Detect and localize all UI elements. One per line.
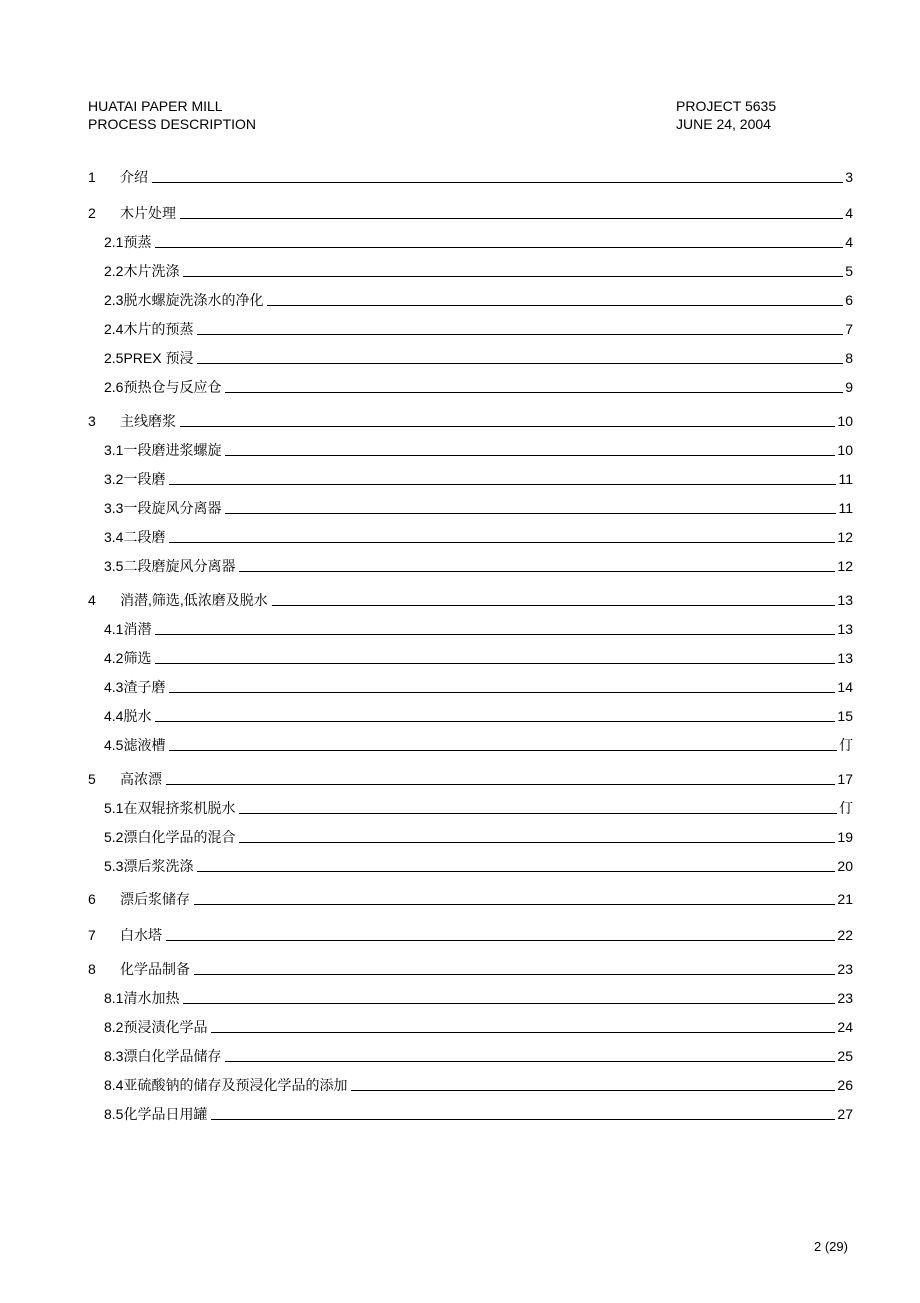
- toc-entry-title: 脱水: [123, 708, 152, 724]
- toc-entry[interactable]: [88, 925, 853, 945]
- toc-entry-number: 4.4: [104, 708, 124, 724]
- toc-leader-line: [155, 247, 843, 248]
- toc-entry-title: 在双辊挤浆机脱水: [123, 800, 236, 816]
- toc-entry-page: 26: [837, 1077, 853, 1093]
- toc-leader-line: [197, 334, 843, 335]
- toc-entry-title: 一段磨: [123, 471, 166, 487]
- toc-entry[interactable]: [88, 203, 853, 223]
- toc-entry-page: 9: [845, 379, 853, 395]
- toc-leader-line: [166, 784, 835, 785]
- toc-entry-title: 白水塔: [120, 927, 162, 943]
- mill-name: HUATAI PAPER MILL: [88, 98, 223, 114]
- toc-entry-page: 17: [837, 771, 853, 787]
- toc-entry-number: 8.2: [104, 1019, 124, 1035]
- toc-entry-number: 3.3: [104, 500, 124, 516]
- toc-entry-title: 化学品日用罐: [123, 1106, 208, 1122]
- toc-entry[interactable]: [88, 590, 853, 610]
- toc-entry-title: 预浸渍化学品: [123, 1019, 208, 1035]
- toc-entry[interactable]: [104, 377, 853, 397]
- toc-leader-line: [155, 721, 835, 722]
- toc-leader-line: [183, 1003, 835, 1004]
- toc-entry-number: 4.5: [104, 737, 124, 753]
- toc-entry-page: 24: [837, 1019, 853, 1035]
- toc-entry-page: 22: [837, 927, 853, 943]
- toc-entry-page: 13: [837, 621, 853, 637]
- toc-leader-line: [194, 904, 835, 905]
- toc-leader-line: [225, 513, 836, 514]
- toc-entry[interactable]: [104, 648, 853, 668]
- toc-entry[interactable]: [104, 1104, 853, 1124]
- toc-leader-line: [272, 605, 836, 606]
- toc-entry[interactable]: [88, 167, 853, 187]
- toc-entry-number: 3.5: [104, 558, 124, 574]
- toc-entry-number: 3: [88, 413, 96, 429]
- toc-entry[interactable]: [104, 1075, 853, 1095]
- toc-entry-page: 21: [837, 891, 853, 907]
- toc-entry-page: 11: [838, 471, 853, 487]
- toc-entry-page: 3: [845, 169, 853, 185]
- toc-entry-page: 10: [837, 442, 853, 458]
- toc-leader-line: [169, 692, 835, 693]
- toc-entry[interactable]: [104, 556, 853, 576]
- project-number: PROJECT 5635: [676, 98, 777, 114]
- toc-leader-line: [211, 1032, 835, 1033]
- toc-entry-page: 13: [837, 592, 853, 608]
- toc-leader-line: [211, 1119, 835, 1120]
- toc-entry[interactable]: [104, 348, 853, 368]
- toc-leader-line: [183, 276, 843, 277]
- toc-entry[interactable]: [88, 889, 853, 909]
- toc-entry-page: 8: [845, 350, 853, 366]
- toc-leader-line: [169, 542, 835, 543]
- toc-leader-line: [155, 634, 835, 635]
- toc-entry-title: PREX 预浸: [123, 350, 194, 366]
- toc-entry-number: 6: [88, 891, 96, 907]
- toc-leader-line: [239, 842, 835, 843]
- toc-entry-title: 脱水螺旋洗涤水的净化: [123, 292, 264, 308]
- toc-leader-line: [225, 455, 835, 456]
- toc-entry-title: 筛选: [123, 650, 152, 666]
- toc-entry-number: 2.3: [104, 292, 124, 308]
- toc-entry[interactable]: [104, 261, 853, 281]
- toc-entry-page: 5: [845, 263, 853, 279]
- toc-entry-page: 15: [837, 708, 853, 724]
- toc-entry[interactable]: [104, 469, 853, 489]
- toc-entry[interactable]: [104, 1046, 853, 1066]
- toc-entry-number: 3.2: [104, 471, 124, 487]
- toc-leader-line: [155, 663, 835, 664]
- toc-entry[interactable]: [104, 498, 853, 518]
- toc-leader-line: [152, 182, 843, 183]
- toc-leader-line: [197, 871, 835, 872]
- toc-entry-title: 漂后浆洗涤: [123, 858, 194, 874]
- toc-entry-title: 预热仓与反应仓: [123, 379, 222, 395]
- toc-entry-title: 木片的预蒸: [123, 321, 194, 337]
- toc-entry-page: 仃: [839, 800, 853, 816]
- toc-entry-page: 12: [837, 529, 853, 545]
- toc-entry-title: 清水加热: [123, 990, 180, 1006]
- toc-entry[interactable]: [104, 706, 853, 726]
- toc-leader-line: [194, 974, 835, 975]
- toc-entry-number: 5.2: [104, 829, 124, 845]
- toc-entry-title: 介绍: [120, 169, 148, 185]
- toc-leader-line: [267, 305, 843, 306]
- toc-entry-page: 19: [837, 829, 853, 845]
- toc-entry-page: 27: [837, 1106, 853, 1122]
- toc-leader-line: [166, 940, 835, 941]
- toc-entry-page: 11: [838, 500, 853, 516]
- toc-leader-line: [180, 426, 835, 427]
- toc-entry-page: 12: [837, 558, 853, 574]
- toc-entry-number: 4.3: [104, 679, 124, 695]
- toc-entry[interactable]: [104, 735, 853, 755]
- toc-leader-line: [169, 750, 837, 751]
- toc-entry-title: 高浓漂: [120, 771, 162, 787]
- page-number: 2 (29): [814, 1239, 848, 1254]
- toc-entry-title: 滤液槽: [123, 737, 166, 753]
- toc-entry-title: 二段磨旋风分离器: [123, 558, 236, 574]
- toc-entry-number: 2.2: [104, 263, 124, 279]
- toc-entry-title: 主线磨浆: [120, 413, 176, 429]
- toc-entry-number: 2.5: [104, 350, 124, 366]
- toc-entry-title: 漂白化学品储存: [123, 1048, 222, 1064]
- toc-entry-number: 8: [88, 961, 96, 977]
- toc-entry-title: 一段磨进浆螺旋: [123, 442, 222, 458]
- toc-entry-number: 8.4: [104, 1077, 124, 1093]
- toc-leader-line: [351, 1090, 835, 1091]
- toc-entry-page: 仃: [839, 737, 853, 753]
- toc-leader-line: [180, 218, 843, 219]
- toc-entry-number: 8.3: [104, 1048, 124, 1064]
- toc-leader-line: [225, 1061, 835, 1062]
- toc-entry-page: 7: [845, 321, 853, 337]
- toc-entry-page: 4: [845, 234, 853, 250]
- toc-entry-number: 3.4: [104, 529, 124, 545]
- toc-entry-number: 8.1: [104, 990, 124, 1006]
- toc-entry-page: 25: [837, 1048, 853, 1064]
- toc-entry[interactable]: [104, 988, 853, 1008]
- toc-entry-title: 木片处理: [120, 205, 176, 221]
- toc-entry-page: 10: [837, 413, 853, 429]
- toc-entry-page: 23: [837, 990, 853, 1006]
- toc-entry[interactable]: [104, 1017, 853, 1037]
- toc-entry-number: 4.2: [104, 650, 124, 666]
- header-right: [676, 97, 776, 133]
- toc-entry[interactable]: [104, 440, 853, 460]
- toc-entry-title: 消潜: [123, 621, 152, 637]
- toc-entry-title: 漂后浆储存: [120, 891, 190, 907]
- toc-entry[interactable]: [88, 411, 853, 431]
- toc-entry[interactable]: [88, 959, 853, 979]
- toc-entry-title: 亚硫酸钠的储存及预浸化学品的添加: [123, 1077, 348, 1093]
- toc-entry-title: 消潜,筛选,低浓磨及脱水: [120, 592, 268, 608]
- toc-entry[interactable]: [104, 798, 853, 818]
- toc-entry-number: 2.6: [104, 379, 124, 395]
- toc-entry-number: 5.3: [104, 858, 124, 874]
- toc-entry-number: 2.1: [104, 234, 124, 250]
- toc-entry[interactable]: [104, 290, 853, 310]
- toc-entry-page: 4: [845, 205, 853, 221]
- toc-entry-title: 预蒸: [123, 234, 152, 250]
- toc-entry[interactable]: [104, 827, 853, 847]
- doc-type: PROCESS DESCRIPTION: [88, 116, 257, 132]
- toc-entry-title: 化学品制备: [120, 961, 190, 977]
- toc-entry-page: 20: [837, 858, 853, 874]
- toc-entry-number: 3.1: [104, 442, 124, 458]
- toc-entry-number: 4.1: [104, 621, 124, 637]
- toc-entry-page: 23: [837, 961, 853, 977]
- toc-entry[interactable]: [104, 619, 853, 639]
- toc-leader-line: [225, 392, 843, 393]
- toc-entry-title: 二段磨: [123, 529, 166, 545]
- toc-entry[interactable]: [104, 319, 853, 339]
- toc-entry-number: 8.5: [104, 1106, 124, 1122]
- toc-entry-page: 14: [837, 679, 853, 695]
- toc-entry-number: 1: [88, 169, 96, 185]
- toc-entry-page: 6: [845, 292, 853, 308]
- toc-leader-line: [239, 571, 835, 572]
- toc-entry-title: 一段旋风分离器: [123, 500, 222, 516]
- toc-entry[interactable]: [104, 856, 853, 876]
- toc-entry-number: 5.1: [104, 800, 124, 816]
- toc-entry-title: 渣子磨: [123, 679, 166, 695]
- toc-entry-number: 5: [88, 771, 96, 787]
- toc-entry-title: 木片洗涤: [123, 263, 180, 279]
- toc-entry[interactable]: [104, 527, 853, 547]
- toc-entry[interactable]: [104, 677, 853, 697]
- toc-entry-number: 2.4: [104, 321, 124, 337]
- toc-entry[interactable]: [88, 769, 853, 789]
- toc-entry-title: 漂白化学品的混合: [123, 829, 236, 845]
- toc-leader-line: [169, 484, 836, 485]
- header-left: [88, 97, 256, 133]
- toc-leader-line: [197, 363, 843, 364]
- toc-leader-line: [239, 813, 837, 814]
- toc-entry-page: 13: [837, 650, 853, 666]
- toc-entry-number: 7: [88, 927, 96, 943]
- toc-entry[interactable]: [104, 232, 853, 252]
- toc-entry-number: 2: [88, 205, 96, 221]
- doc-date: JUNE 24, 2004: [676, 116, 771, 132]
- toc-entry-number: 4: [88, 592, 96, 608]
